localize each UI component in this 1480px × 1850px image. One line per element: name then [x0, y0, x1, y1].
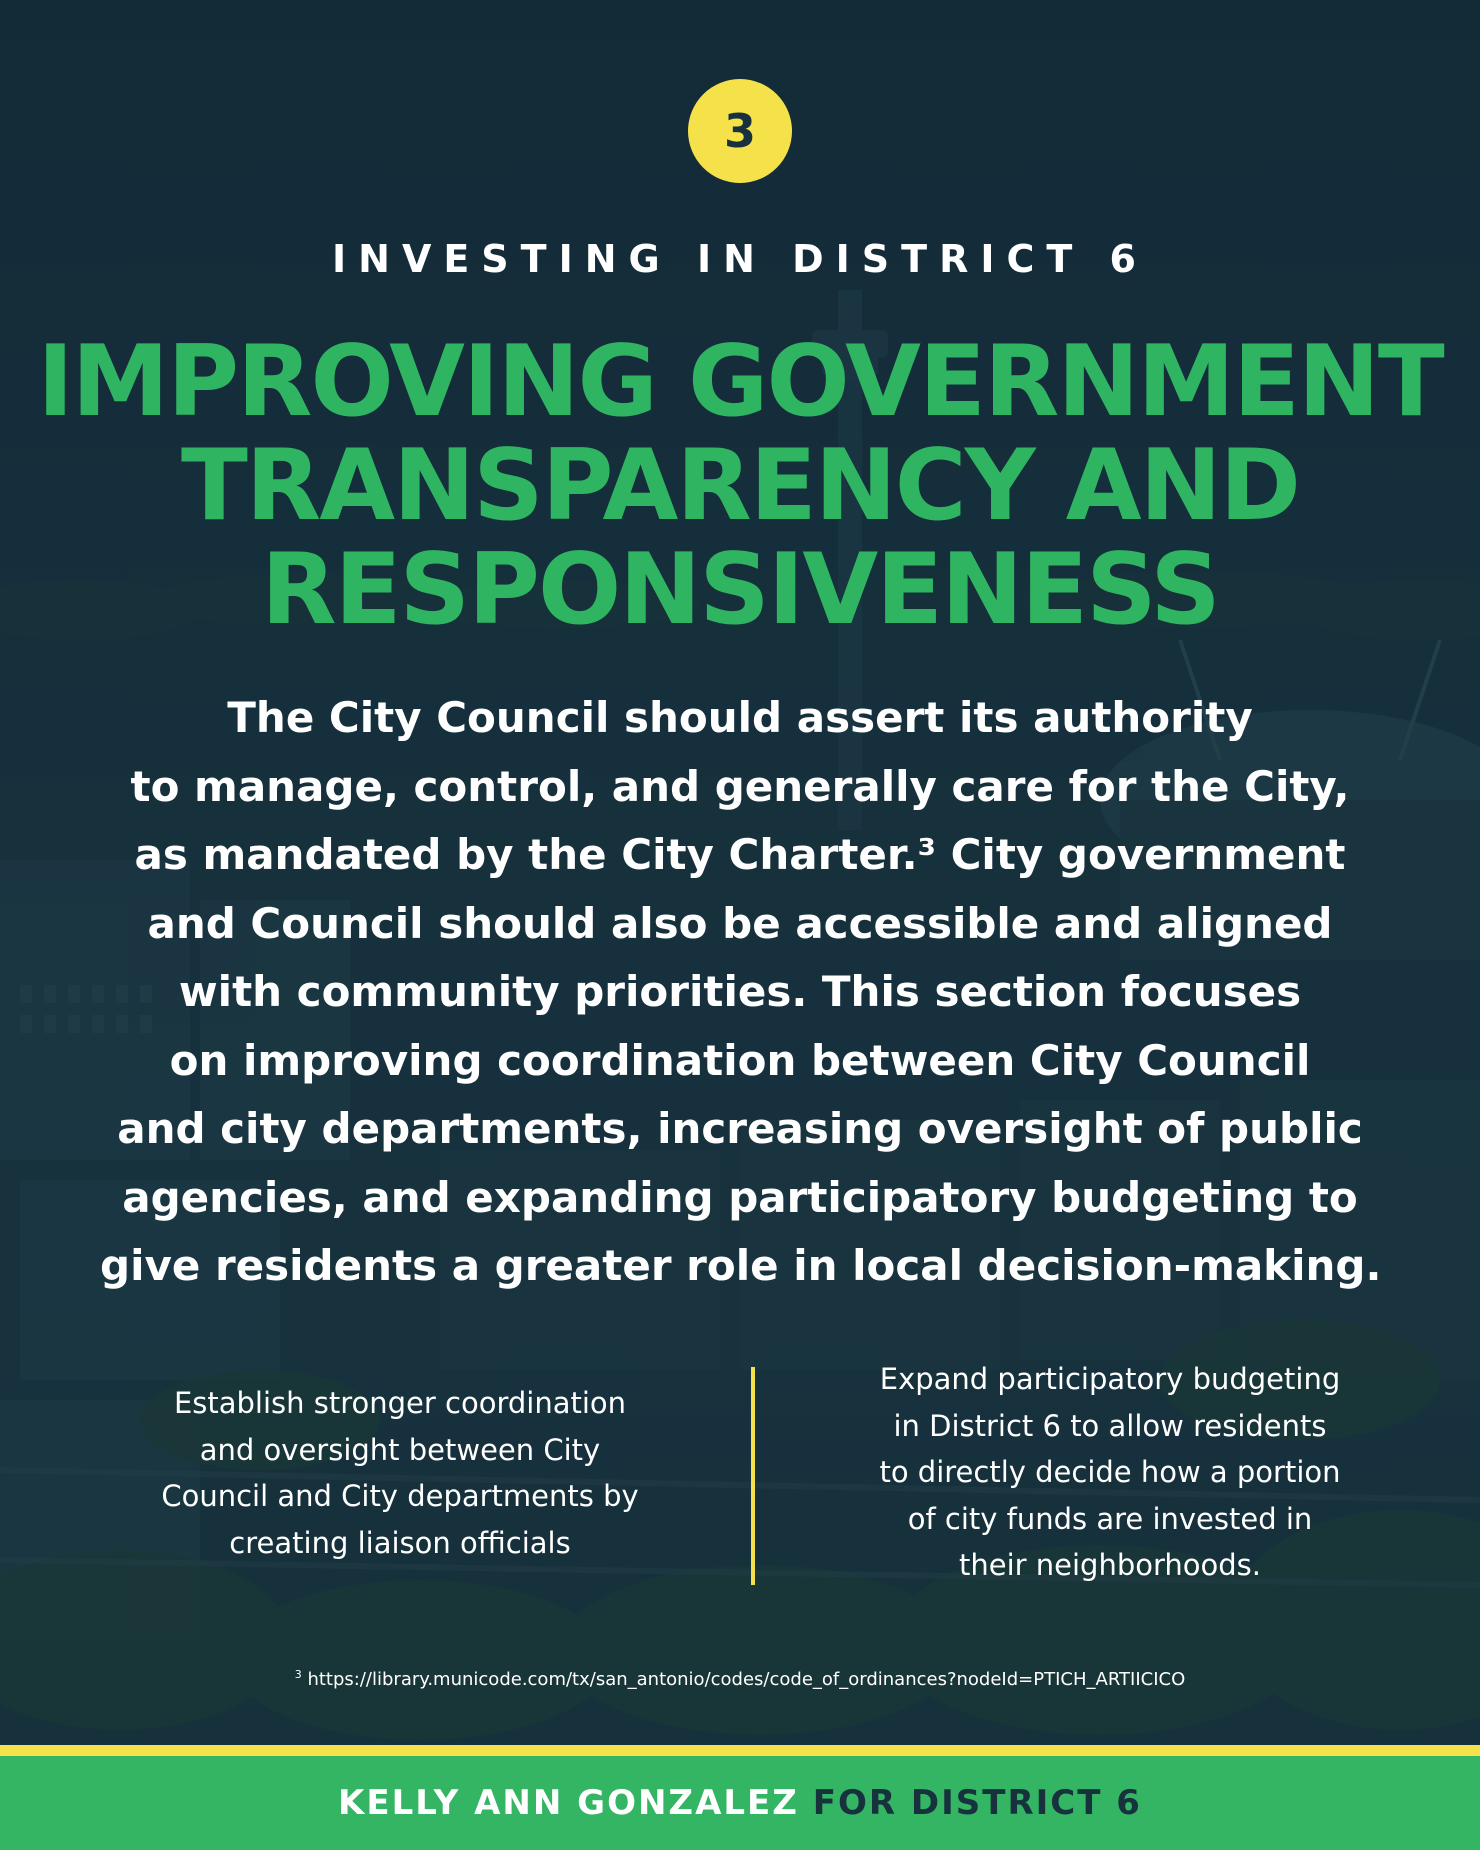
footnote-url[interactable]: https://library.municode.com/tx/san_antonio/codes/code_of_ordinances?nodeId=PTICH_ARTIICICO: [307, 1669, 1186, 1690]
section-headline: [0, 325, 1480, 647]
intro-line: The City Council should assert its authority: [227, 693, 1253, 742]
policy-point-left: [110, 1380, 690, 1566]
policy-line: to directly decide how a portion: [879, 1455, 1341, 1489]
policy-line: Expand participatory budgeting: [879, 1362, 1341, 1396]
policy-line: and oversight between City: [199, 1432, 601, 1467]
column-divider: [751, 1367, 755, 1585]
policy-line: of city funds are invested in: [907, 1501, 1313, 1536]
intro-line: as mandated by the City Charter.³ City government: [134, 830, 1346, 879]
headline-line: TRANSPARENCY AND: [180, 429, 1300, 543]
intro-line: agencies, and expanding participatory budgeting to: [122, 1172, 1358, 1222]
intro-line: give residents a greater role in local decision-making.: [100, 1241, 1382, 1290]
footnote-marker: 3: [294, 1668, 302, 1681]
policy-line: Establish stronger coordination: [173, 1386, 627, 1420]
section-number: 3: [723, 104, 756, 158]
policy-line: in District 6 to allow residents: [893, 1408, 1327, 1443]
policy-line: creating liaison officials: [229, 1525, 571, 1560]
intro-line: to manage, control, and generally care for the City,: [130, 761, 1350, 811]
intro-line: on improving coordination between City Council: [169, 1035, 1311, 1085]
section-kicker: INVESTING IN DISTRICT 6: [332, 237, 1148, 281]
intro-line: with community priorities. This section focuses: [178, 967, 1302, 1016]
section-number-badge: [688, 79, 792, 183]
policy-point-right: [800, 1356, 1420, 1589]
policy-line: their neighborhoods.: [958, 1548, 1262, 1582]
intro-line: and Council should also be accessible and aligned: [147, 898, 1333, 948]
campaign-footer: [0, 1756, 1480, 1850]
headline-line: IMPROVING GOVERNMENT: [37, 325, 1443, 439]
candidate-name: KELLY ANN GONZALEZ: [338, 1783, 799, 1823]
footer-accent-strip: [0, 1745, 1480, 1756]
intro-line: and city departments, increasing oversight of public: [117, 1104, 1363, 1153]
intro-paragraph: [100, 684, 1380, 1301]
district-label: FOR DISTRICT 6: [812, 1783, 1142, 1823]
policy-line: Council and City departments by: [161, 1479, 639, 1513]
footnote: [0, 1662, 1480, 1693]
headline-line: RESPONSIVENESS: [261, 533, 1219, 647]
